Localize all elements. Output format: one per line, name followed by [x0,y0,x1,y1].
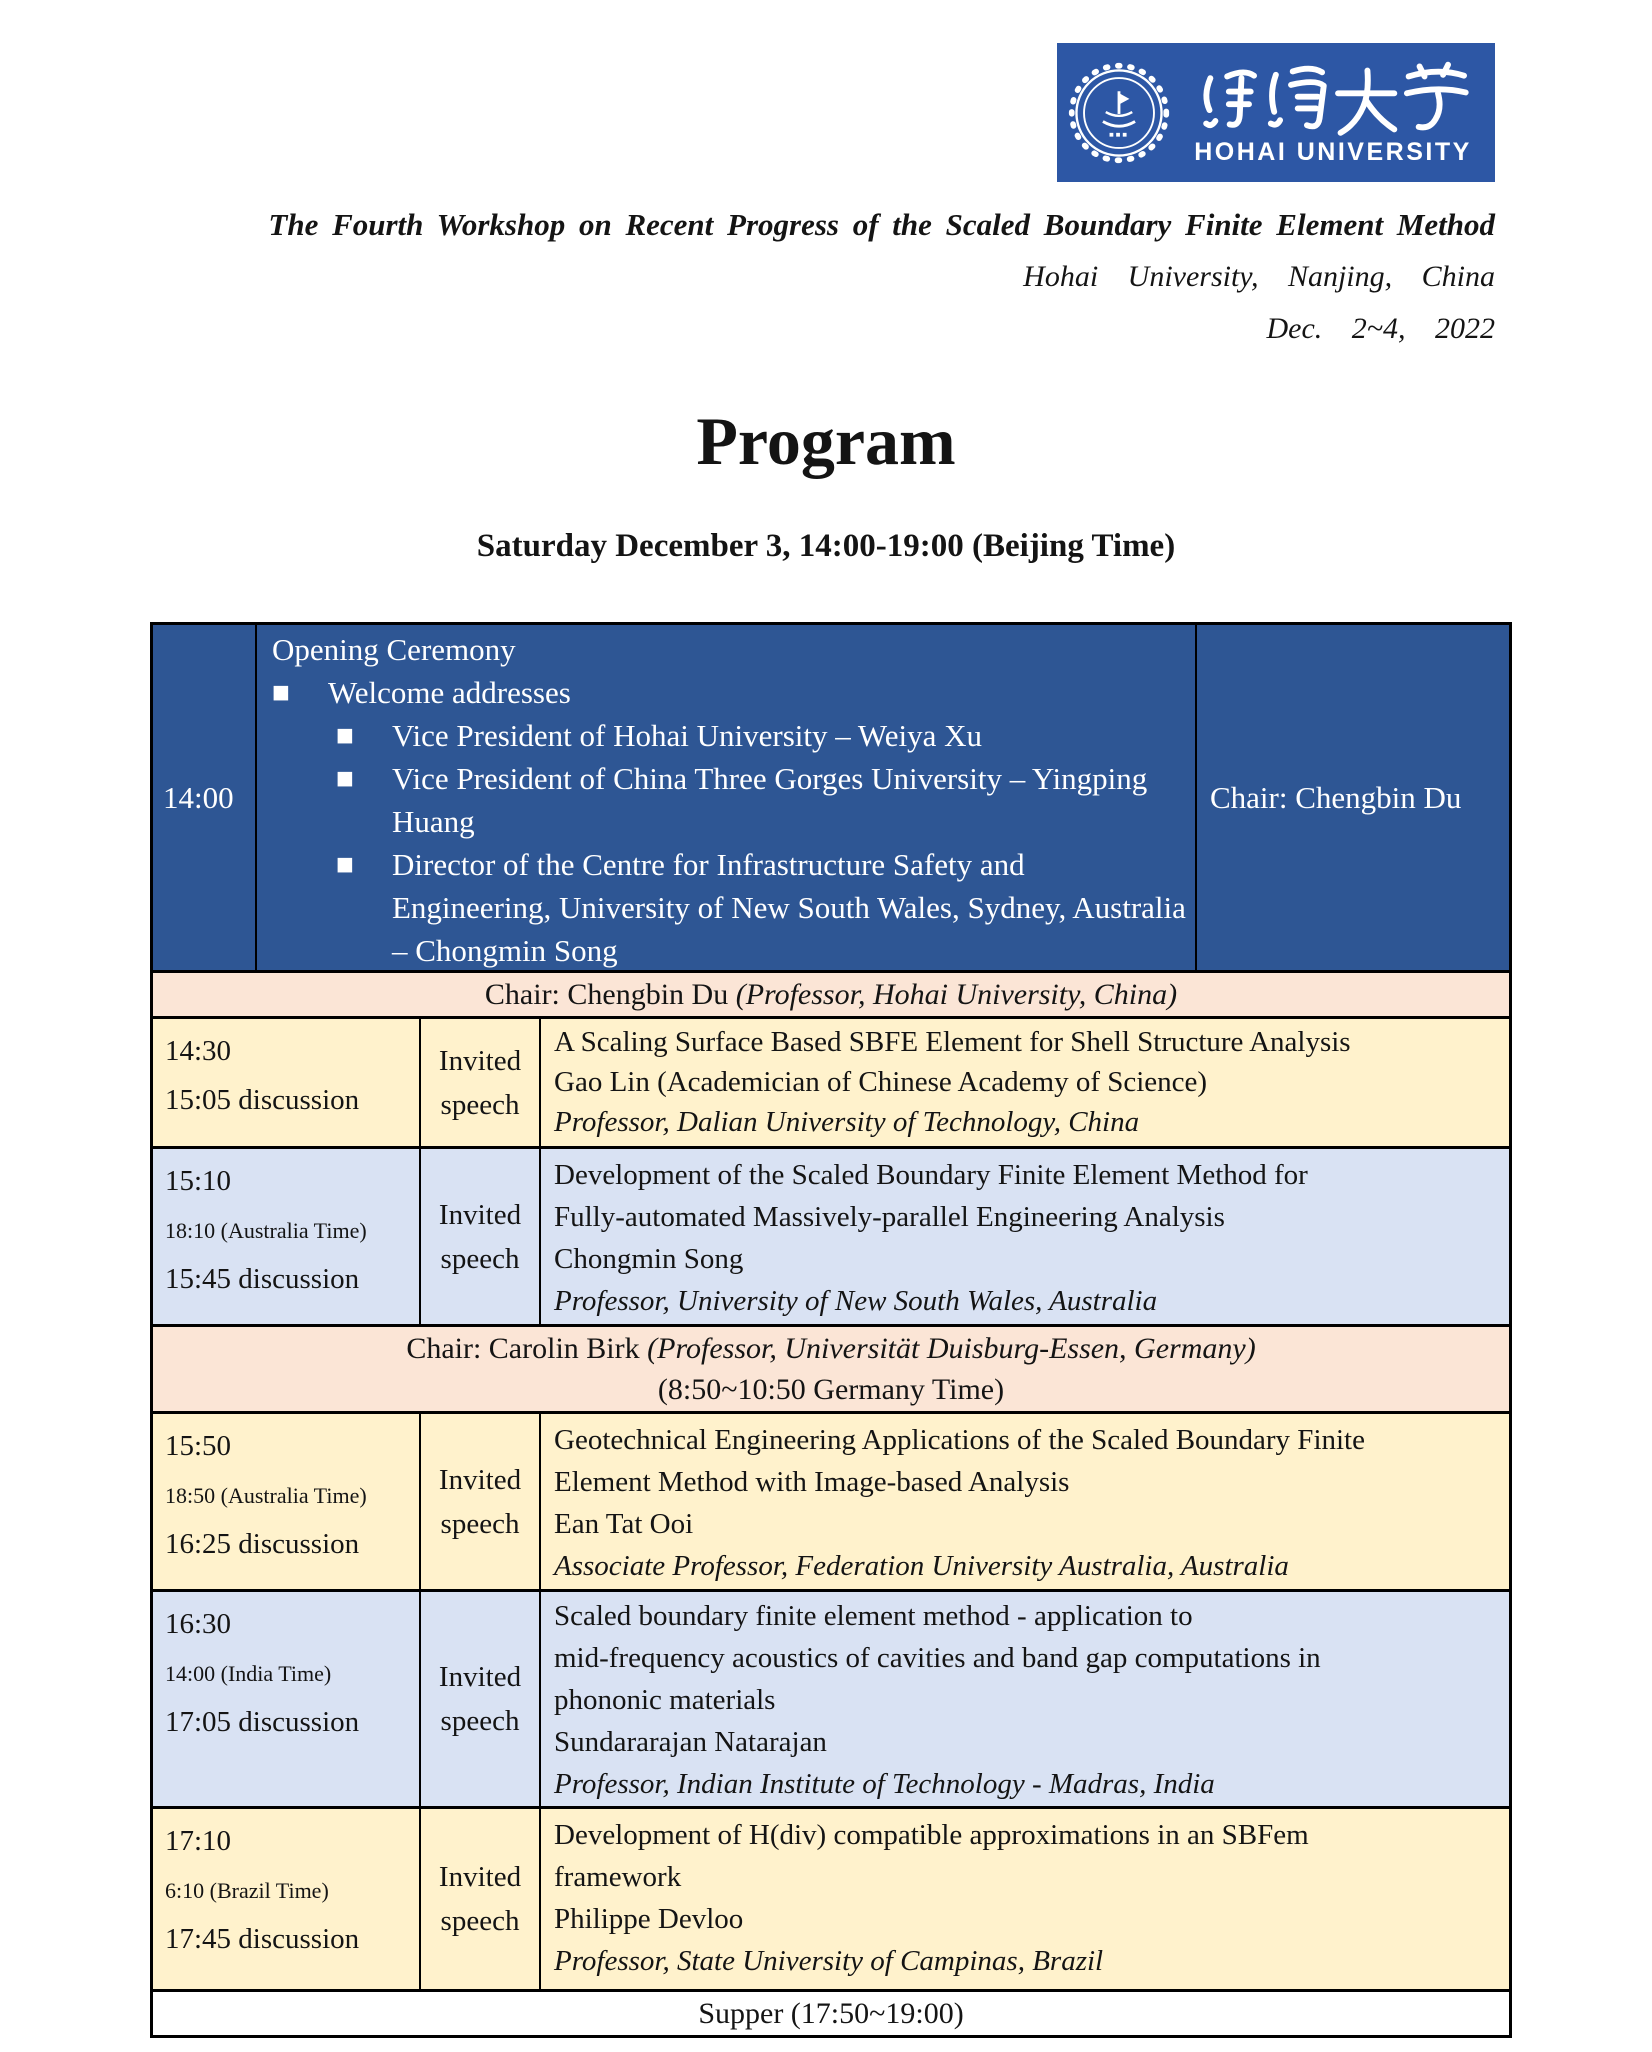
square-bullet-icon: ■ [336,724,354,746]
talk-row-1710 [153,1809,1509,1992]
chair-line [406,1328,1255,1369]
workshop-title: The Fourth Workshop on Recent Progress of the Scaled Boundary Finite Element Method [268,207,1495,242]
talk-speaker: Sundararajan Natarajan [554,1726,827,1758]
program-heading: Program [696,403,956,479]
chair-affiliation: (Professor, Universität Duisburg-Essen, Germany) [647,1332,1256,1365]
talk-time-cell [153,1592,421,1806]
talk-row-1630 [153,1592,1509,1809]
university-seal-icon [1067,61,1171,165]
talk-time-cell [153,1414,421,1589]
talk-affiliation: Professor, Indian Institute of Technology - Madras, India [554,1768,1215,1800]
program-table [150,622,1512,2038]
list-item-text: Vice President of Hohai University – Weiya Xu [392,718,982,753]
talk-start-time: 15:10 [165,1165,232,1197]
list-item [267,757,1187,843]
chair-name: Chair: Carolin Birk [406,1332,648,1365]
list-item-text: Vice President of China Three Gorges University – Yingping Huang [392,761,1148,839]
chair-timezone-line: (8:50~10:50 Germany Time) [657,1373,1005,1406]
chair-line [485,974,1177,1015]
talk-affiliation: Professor, State University of Campinas, Brazil [554,1945,1104,1977]
talk-affiliation: Professor, University of New South Wales, Australia [554,1285,1158,1317]
talk-alt-time: 18:50 (Australia Time) [165,1483,367,1508]
talk-content [541,1414,1509,1589]
talk-end-time: 17:05 discussion [165,1706,360,1738]
talk-start-time: 17:10 [165,1825,232,1857]
session-chair-row-2 [153,1327,1509,1414]
talk-end-time: 15:05 discussion [165,1084,360,1116]
session-date-line: Saturday December 3, 14:00-19:00 (Beijing Time) [476,528,1176,564]
document-header [150,198,1495,355]
talk-content [541,1809,1509,1989]
list-item-text: Director of the Centre for Infrastructure Safety and Engineering, University of New South Wales, Sydney, Australia – Chongmin Song [392,847,1186,968]
talk-start-time: 16:30 [165,1608,232,1640]
talk-end-time: 15:45 discussion [165,1263,360,1295]
talk-content [541,1592,1509,1806]
talk-start-time: 15:50 [165,1430,232,1462]
workshop-dates: Dec. 2~4, 2022 [1266,312,1495,345]
talk-alt-time: 14:00 (India Time) [165,1661,332,1686]
talk-affiliation: Professor, Dalian University of Technology, China [554,1106,1140,1138]
talk-row-1510 [153,1149,1509,1327]
list-item [267,714,1187,757]
square-bullet-icon: ■ [272,681,290,703]
talk-alt-time: 18:10 (Australia Time) [165,1218,367,1243]
talk-title-line: phononic materials [554,1684,776,1716]
talk-row-1430 [153,1019,1509,1149]
talk-speaker: Ean Tat Ooi [554,1508,694,1540]
opening-chair: Chair: Chengbin Du [1210,779,1462,815]
talk-end-time: 16:25 discussion [165,1528,360,1560]
list-item [267,843,1187,972]
university-name-english: HOHAI UNIVERSITY [1194,138,1472,166]
talk-content [541,1149,1509,1324]
talk-time-cell [153,1809,421,1989]
talk-type: Invited speech [421,1149,541,1324]
talk-title-line: mid-frequency acoustics of cavities and band gap computations in [554,1642,1321,1674]
workshop-location: Hohai University, Nanjing, China [1023,260,1495,293]
opening-title: Opening Ceremony [272,632,516,667]
talk-affiliation: Associate Professor, Federation University Australia, Australia [554,1550,1289,1582]
talk-time-cell [153,1149,421,1324]
talk-type: Invited speech [421,1809,541,1989]
talk-title-line: A Scaling Surface Based SBFE Element for Shell Structure Analysis [554,1026,1351,1058]
talk-alt-time: 6:10 (Brazil Time) [165,1878,329,1903]
university-logo [1057,43,1495,182]
session-chair-row-1 [153,973,1509,1019]
talk-end-time: 17:45 discussion [165,1923,360,1955]
opening-content [257,625,1197,970]
chair-name: Chair: Chengbin Du [484,978,736,1011]
talk-row-1550 [153,1414,1509,1592]
talk-speaker: Gao Lin (Academician of Chinese Academy of Science) [554,1066,1208,1098]
chair-affiliation: (Professor, Hohai University, China) [735,978,1178,1011]
talk-title-line: Geotechnical Engineering Applications of the Scaled Boundary Finite [554,1424,1365,1456]
list-item-text: Welcome addresses [328,675,571,710]
talk-title-line: framework [554,1861,682,1893]
square-bullet-icon: ■ [336,853,354,875]
talk-type: Invited speech [421,1592,541,1806]
talk-start-time: 14:30 [165,1035,232,1067]
talk-time-cell [153,1019,421,1146]
list-item [267,671,1187,714]
opening-time: 14:00 [153,625,257,970]
talk-speaker: Philippe Devloo [554,1903,744,1935]
talk-title-line: Development of H(div) compatible approximations in an SBFem [554,1819,1309,1851]
talk-title-line: Scaled boundary finite element method - application to [554,1600,1193,1632]
university-name-chinese-calligraphy [1182,58,1484,142]
talk-title-line: Fully-automated Massively-parallel Engineering Analysis [554,1201,1225,1233]
talk-title-line: Element Method with Image-based Analysis [554,1466,1070,1498]
talk-type: Invited speech [421,1414,541,1589]
talk-speaker: Chongmin Song [554,1243,744,1275]
talk-title-line: Development of the Scaled Boundary Finite Element Method for [554,1159,1308,1191]
talk-content [541,1019,1509,1146]
square-bullet-icon: ■ [336,767,354,789]
supper-row: Supper (17:50~19:00) [153,1992,1509,2035]
talk-type: Invited speech [421,1019,541,1146]
opening-ceremony-row [153,625,1509,973]
